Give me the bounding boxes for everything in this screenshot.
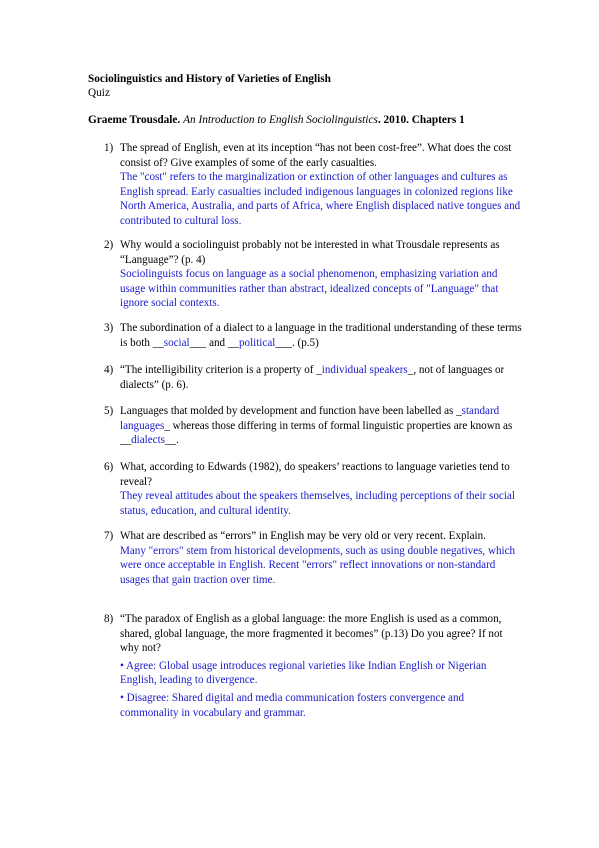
question-number: 6) (104, 461, 114, 473)
question-6 (104, 460, 524, 518)
question-text: Why would a sociolinguist probably not be interested in what Trousdale represents as “Language”? (p. 4) (120, 239, 500, 266)
question-text-part: Languages that molded by development and function have been labelled as _ (120, 405, 462, 417)
answer-text: They reveal attitudes about the speakers themselves, including perceptions of their social status, education, and cultural identity. (120, 490, 515, 517)
question-text-part: ___. (p.5) (275, 336, 319, 349)
reading-reference (88, 113, 465, 127)
question-7 (104, 529, 524, 587)
document-title: Sociolinguistics and History of Varieties of English (88, 73, 331, 85)
question-number: 8) (104, 613, 114, 625)
question-text: What, according to Edwards (1982), do speakers’ reactions to language varieties tend to reveal? (120, 461, 510, 488)
question-number: 2) (104, 239, 114, 251)
fill-in-answer: dialects (131, 434, 165, 447)
answer-text: Many "errors" stem from historical developments, such as using double negatives, which were once acceptable in English. Recent "errors" reflect innovations or non-standard usages that gain traction over time. (120, 544, 516, 586)
book-title: An Introduction to English Sociolinguistics (183, 114, 378, 126)
question-5 (104, 404, 524, 448)
question-text: The spread of English, even at its inception “has not been cost-free”. What does the cost consist of? Give examples of some of the early casualties. (120, 142, 512, 169)
question-4 (104, 363, 524, 392)
question-text (120, 404, 524, 448)
answer-text: Sociolinguists focus on language as a social phenomenon, emphasizing variation and usage within communities rather than abstract, idealized concepts of "Language" that ignore social contexts. (120, 268, 499, 310)
question-text-part: “The intelligibility criterion is a property of _ (120, 364, 322, 376)
question-text: What are described as “errors” in English may be very old or very recent. Explain. (120, 530, 486, 542)
question-number: 1) (104, 142, 114, 154)
question-number: 7) (104, 530, 114, 542)
question-text-part: __. (164, 434, 179, 447)
question-text-part: _, not of languages or dialects” (p. 6). (120, 364, 505, 391)
question-text (120, 363, 524, 392)
author-name: Graeme Trousdale. (88, 114, 181, 126)
question-text (120, 321, 524, 350)
document-subtitle: Quiz (88, 87, 110, 99)
fill-in-answer: political (238, 336, 276, 349)
question-text-part: The subordination of a dialect to a language in the traditional understanding of these terms is both __ (120, 322, 522, 349)
answer-bullet-agree: • Agree: Global usage introduces regional varieties like Indian English or Nigerian English, leading to divergence. (120, 659, 487, 687)
question-8 (104, 612, 524, 720)
fill-in-answer: individual speakers (321, 364, 408, 376)
question-text-part: ___ and __ (189, 336, 239, 349)
question-3 (104, 321, 524, 350)
question-number: 3) (104, 322, 114, 334)
document-header (88, 72, 331, 100)
answer-bullet-disagree: • Disagree: Shared digital and media communication fosters convergence and commonality in vocabulary and grammar. (120, 691, 465, 719)
question-number: 4) (104, 364, 114, 376)
question-2 (104, 238, 524, 311)
question-text-part: _ whereas those differing in terms of formal linguistic properties are known as __ (120, 419, 513, 447)
question-text: “The paradox of English as a global language: the more English is used as a common, shared, global language, the more fragmented it becomes” (p.13) Do you agree? If not why not? (120, 613, 503, 655)
fill-in-answer: standard languages (120, 405, 500, 432)
question-1 (104, 141, 524, 229)
question-number: 5) (104, 405, 114, 417)
answer-text: The "cost" refers to the marginalization or extinction of other languages and cultures as English spread. Early casualties included indigenous languages in colonized regions like North America, Australia, and parts of Africa, where English displaced native tongues and contributed to cultural loss. (120, 171, 521, 227)
fill-in-answer: social (163, 336, 190, 349)
reading-tail: . 2010. Chapters 1 (377, 114, 465, 126)
